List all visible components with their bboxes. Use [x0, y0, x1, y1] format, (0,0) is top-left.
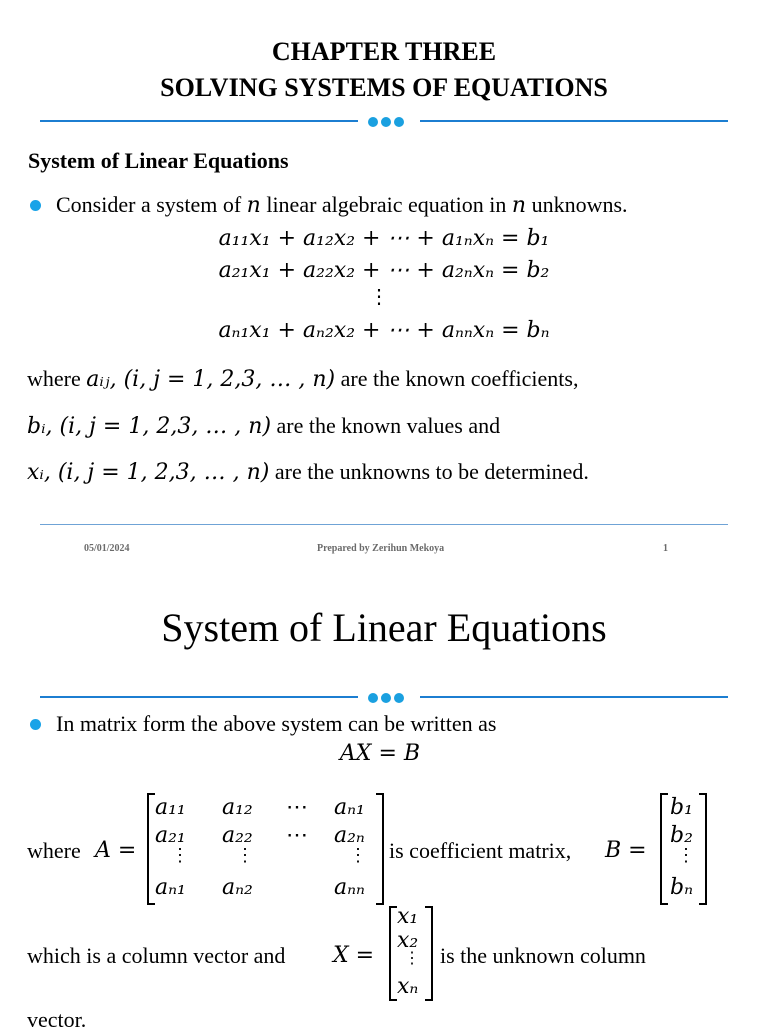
coefficient-matrix-text: is coefficient matrix, [389, 838, 572, 863]
footer-rule [40, 524, 728, 525]
slide-title: System of Linear Equations [161, 605, 607, 650]
vector-b-cell: ⋮ [677, 845, 695, 866]
slide-2 [0, 560, 768, 1032]
matrix-a-cell: aₙₙ [334, 875, 365, 900]
header-rule-right [420, 120, 728, 122]
matrix-a-cell: ⋮ [236, 845, 254, 866]
vector-x-label: X = [333, 943, 375, 968]
unknowns-line: xᵢ, (i, j = 1, 2,3, … , n) are the unknowns to be determined. [27, 459, 589, 485]
matrix-a-cell: a₂₁ [155, 823, 186, 848]
bullet-dot-icon [30, 200, 41, 211]
bullet-text: Consider a system of n linear algebraic equation in n unknowns. [56, 192, 628, 218]
known-values-line: bᵢ, (i, j = 1, 2,3, … , n) are the known values and [27, 413, 501, 439]
vector-b [660, 793, 707, 905]
matrix-a-cell: ⋮ [171, 845, 189, 866]
vector-b-cell: b₂ [670, 823, 693, 848]
footer-author: Prepared by Zerihun Mekoya [317, 543, 445, 554]
footer-page-number: 1 [663, 543, 668, 554]
section-heading: System of Linear Equations [28, 148, 289, 173]
vector-b-cell: b₁ [670, 795, 693, 820]
where-label: where [27, 838, 81, 863]
vector-x-cell: xₙ [397, 974, 419, 999]
matrix-a-label: A = [95, 838, 137, 863]
bullet-dot-icon [30, 719, 41, 730]
vector-b-cell: bₙ [670, 875, 693, 900]
column-vector-text: which is a column vector and [27, 943, 286, 968]
matrix-a-cell: aₙ₁ [155, 875, 186, 900]
equation-n: aₙ₁x₁ + aₙ₂x₂ + ⋯ + aₙₙxₙ = bₙ [218, 318, 550, 343]
chapter-title: CHAPTER THREE [271, 37, 497, 66]
matrix-a-cell: a₂₂ [222, 823, 253, 848]
coefficients-line: where aᵢⱼ, (i, j = 1, 2,3, … , n) are the known coefficients, [27, 366, 579, 392]
matrix-a-cell: aₙ₂ [222, 875, 253, 900]
vector-b-label: B = [605, 838, 647, 863]
title-rule-right [420, 696, 728, 698]
matrix-a-cell: a₁₂ [222, 795, 253, 820]
matrix-a-cell: a₂ₙ [334, 823, 365, 848]
matrix-a [147, 793, 384, 905]
ellipsis-dots-icon [368, 117, 404, 127]
vector-x-cell: x₂ [397, 928, 419, 953]
matrix-a-cell: ⋮ [349, 845, 367, 866]
header-rule-left [40, 120, 358, 122]
matrix-equation: AX = B [339, 741, 421, 766]
vector-x-cell: ⋮ [404, 948, 420, 967]
bullet-text: In matrix form the above system can be written as [56, 711, 497, 736]
footer-date: 05/01/2024 [84, 543, 130, 554]
equation-vdots: ⋮ [369, 286, 389, 308]
matrix-a-cell: ⋯ [286, 823, 308, 848]
matrix-a-cell: ⋯ [286, 795, 308, 820]
title-rule-left [40, 696, 358, 698]
chapter-subtitle: SOLVING SYSTEMS OF EQUATIONS [160, 73, 608, 102]
equation-1: a₁₁x₁ + a₁₂x₂ + ⋯ + a₁ₙxₙ = b₁ [218, 226, 550, 251]
matrix-a-cell: a₁₁ [155, 795, 186, 820]
vector-x [389, 906, 433, 1001]
vector-text: vector. [27, 1007, 87, 1032]
unknown-column-text: is the unknown column [440, 943, 646, 968]
ellipsis-dots-icon [368, 693, 404, 703]
matrix-a-cell: aₙ₁ [334, 795, 365, 820]
vector-x-cell: x₁ [397, 904, 419, 929]
equation-2: a₂₁x₁ + a₂₂x₂ + ⋯ + a₂ₙxₙ = b₂ [218, 258, 550, 283]
